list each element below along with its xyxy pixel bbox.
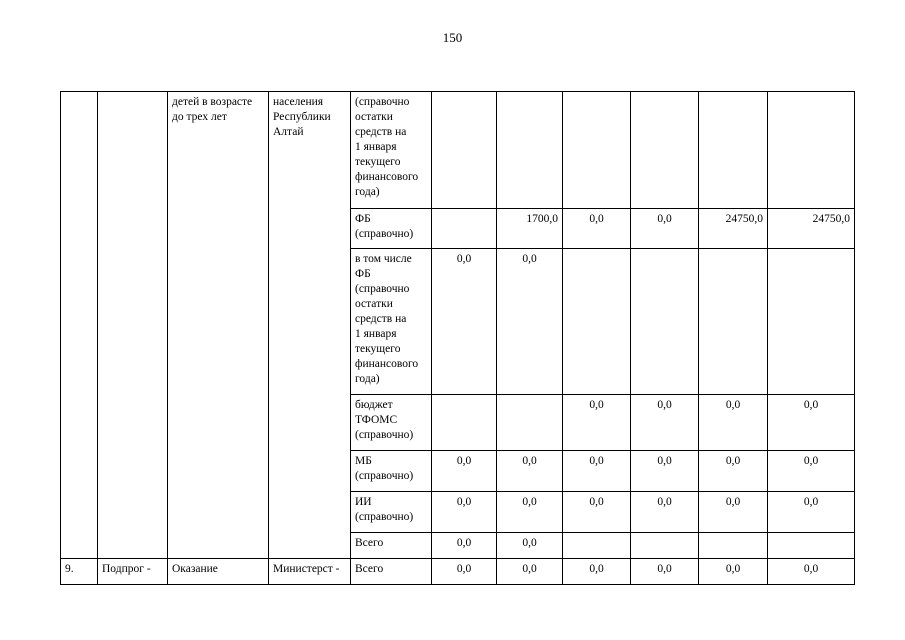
cell-value: 0,0 <box>497 249 563 395</box>
cell-num: 9. <box>61 559 98 585</box>
cell-value: 0,0 <box>432 451 497 492</box>
cell-source-label: Всего <box>351 533 432 559</box>
cell-event-name: Оказание <box>168 559 269 585</box>
cell-value: 0,0 <box>631 559 699 585</box>
cell-value: 0,0 <box>768 492 855 533</box>
cell-num <box>61 92 98 559</box>
cell-executor: населения Республики Алтай <box>269 92 351 559</box>
cell-value: 0,0 <box>563 559 631 585</box>
cell-value: 0,0 <box>432 492 497 533</box>
cell-value <box>497 92 563 209</box>
cell-value <box>768 249 855 395</box>
table-row <box>61 559 855 585</box>
cell-value: 0,0 <box>497 492 563 533</box>
cell-subprogram: Подпрог - <box>98 559 168 585</box>
cell-value: 0,0 <box>768 451 855 492</box>
cell-value: 0,0 <box>497 451 563 492</box>
cell-value <box>631 533 699 559</box>
cell-value <box>432 209 497 249</box>
cell-value: 0,0 <box>432 249 497 395</box>
cell-value: 0,0 <box>768 395 855 451</box>
cell-value: 0,0 <box>631 395 699 451</box>
cell-value: 0,0 <box>563 209 631 249</box>
cell-value: 0,0 <box>631 209 699 249</box>
cell-subprogram <box>98 92 168 559</box>
page-number: 150 <box>442 30 463 45</box>
cell-value <box>563 92 631 209</box>
cell-value <box>563 533 631 559</box>
cell-value <box>699 249 768 395</box>
cell-source-label: ФБ (справочно) <box>351 209 432 249</box>
cell-value <box>631 92 699 209</box>
cell-source-label: бюджет ТФОМС (справочно) <box>351 395 432 451</box>
cell-source-label: МБ (справочно) <box>351 451 432 492</box>
cell-value: 0,0 <box>631 492 699 533</box>
cell-event-name: детей в возрасте до трех лет <box>168 92 269 559</box>
cell-value <box>768 92 855 209</box>
cell-value <box>631 249 699 395</box>
cell-value <box>699 533 768 559</box>
cell-value: 0,0 <box>497 533 563 559</box>
cell-value: 0,0 <box>699 395 768 451</box>
cell-value <box>432 92 497 209</box>
cell-source-label: в том числе ФБ (справочно остатки средств на 1 января текущего финансового года) <box>351 249 432 395</box>
cell-value: 0,0 <box>563 451 631 492</box>
cell-value: 0,0 <box>699 559 768 585</box>
table-row <box>61 92 855 209</box>
cell-executor: Министерст - <box>269 559 351 585</box>
cell-value: 0,0 <box>631 451 699 492</box>
cell-value: 24750,0 <box>768 209 855 249</box>
cell-value: 0,0 <box>699 492 768 533</box>
cell-value: 0,0 <box>768 559 855 585</box>
cell-value: 0,0 <box>699 451 768 492</box>
cell-value: 24750,0 <box>699 209 768 249</box>
cell-value: 0,0 <box>432 559 497 585</box>
cell-value <box>432 395 497 451</box>
cell-value: 0,0 <box>563 395 631 451</box>
cell-value <box>768 533 855 559</box>
cell-value: 0,0 <box>432 533 497 559</box>
cell-value <box>497 395 563 451</box>
cell-source-label: Всего <box>351 559 432 585</box>
cell-value: 0,0 <box>497 559 563 585</box>
budget-table <box>60 91 855 585</box>
cell-source-label: (справочно остатки средств на 1 января текущего финансового года) <box>351 92 432 209</box>
cell-source-label: ИИ (справочно) <box>351 492 432 533</box>
cell-value <box>699 92 768 209</box>
cell-value <box>563 249 631 395</box>
cell-value: 0,0 <box>563 492 631 533</box>
cell-value: 1700,0 <box>497 209 563 249</box>
